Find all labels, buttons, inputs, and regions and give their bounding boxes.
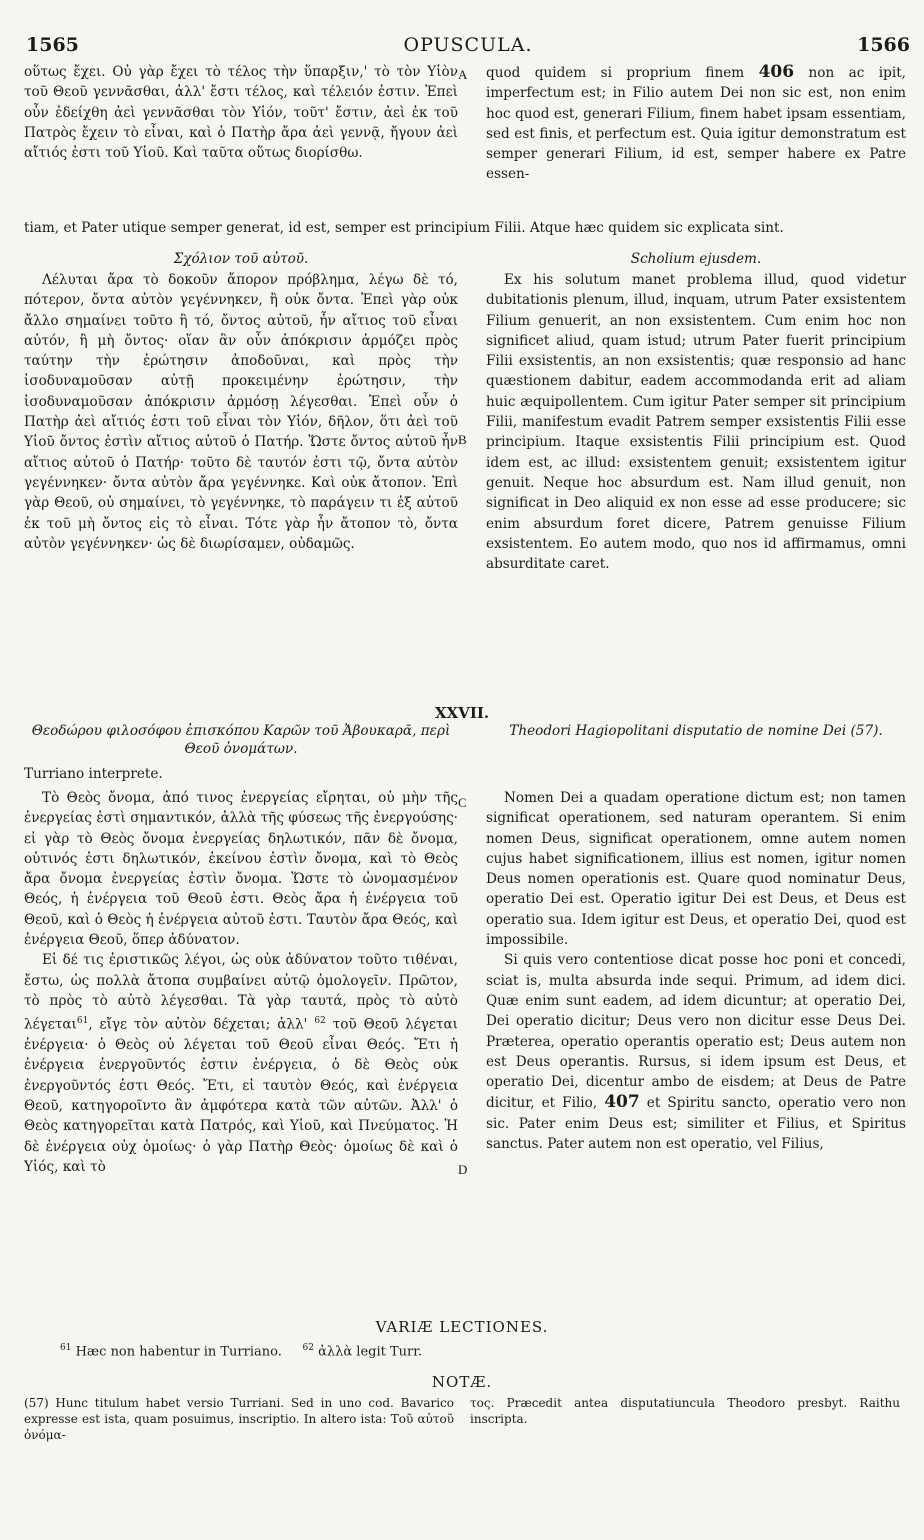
notae-left: (57) Hunc titulum habet versio Turriani. Sed in uno cod. Bavarico expresse est ista, quam posuimus, inscriptio. In altero ista: Τοῦ αὐτοῦ ὀνόμα- [24, 1396, 454, 1442]
section-number: XXVII. [434, 704, 490, 722]
variant-number-61: 61 [60, 1343, 72, 1353]
section-greek-p2 [24, 950, 458, 1177]
scholium-greek-title: Σχόλιον τοῦ αὐτοῦ. [173, 251, 309, 267]
latin-top-start: quod quidem si proprium finem [486, 65, 745, 81]
greek-p2-part3: τοῦ Θεοῦ λέγεται ἐνέργεια· ὁ Θεὸς οὐ λέγεται τοῦ Θεοῦ εἶναι Θεός. Ἔτι ἡ ἐνέργεια ἐνεργοῦντός ἐστιν ἐνέργεια, ὁ δὲ Θεὸς οὐκ ἐνεργοῦντός ἐστι Θεός. Ἔτι, εἰ ταυτὸν Θεός, καὶ ἐνέργεια Θεοῦ, κατηγοροῖντο ἂν ἀμφότερα κατὰ τῶν αὐτῶν. Ἀλλ' ὁ Θεὸς κατηγορεῖται κατὰ Πατρός, καὶ Υἱοῦ, καὶ Πνεύματος. Ἡ δὲ ἐνέργεια οὐχ ὁμοίως· ὁ γὰρ Πατὴρ Θεὸς· ὁμοίως δὲ καὶ ὁ Υἱός, καὶ τὸ [24, 1016, 458, 1175]
margin-marker-c: C [458, 795, 467, 810]
latin-top-rest: non ac ipit, imperfectum est; in Filio autem Dei non sic est, non enim hoc quod est, generari Filium, finem habet ipsam essentiam, sed est finis, et perfectum est. Quia igitur demonstratum est semper generari Filium, id est, semper habere ex Patre essen- [486, 65, 906, 183]
column-number-407: 407 [604, 1092, 640, 1113]
scholium-latin-title: Scholium ejusdem. [630, 251, 762, 267]
variant-text-61: Hæc non habentur in Turriano. [75, 1344, 282, 1360]
scholium-latin-text: Ex his solutum manet problema illud, quod videtur dubitationis plenum, illud, inquam, utrum Pater exsistentem Filium genuerit, an non exsistentem. Cum enim hoc non significet aliud, quam istud; utrum Pater fuerit principium Filii exsistentis, an non exsistentis; quæ responsio ad hanc quæstionem dabitur, eadem accommodanda erit ad aliam huic æquipollentem. Cum igitur Pater semper sit principium Filii, manifestum evadit Patrem semper exsistentis Filii esse principium. Itaque exsistentis Filii principium est. Quod idem est, ac illud: exsistentem genuit; exsistentem igitur genuit. Neque hoc absurdum est. Nam illud genuit, non significat in Deo aliquid ex non esse ad esse producere; sic enim absurdum foret dicere, Patrem genuisse Filium exsistentem. Eo autem modo, quo nos id affirmamus, omni absurditate caret. [486, 272, 906, 573]
scholium-greek-text: Λέλυται ἄρα τὸ δοκοῦν ἄπορον πρόβλημα, λέγω δὲ τό, πότερον, ὄντα αὐτὸν γεγέννηκεν, ἢ οὐκ ὄντα. Ἐπεὶ γὰρ οὐκ ἄλλο σημαίνει τοῦτο ἢ τό, ὄντος αὐτοῦ, ἦν αἴτιος τοῦ εἶναι αὐτόν, ἢ μὴ ὄντος· οἵαν ἂν οὖν ἀπόκρισιν ἁρμόζει πρὸς ταύτην τὴν ἐρώτησιν ἀποδοῦναι, καὶ πρὸς τὴν ἰσοδυναμοῦσαν αὐτῇ προκειμένην ἐρώτησιν, τὴν ἰσοδυναμοῦσαν ἀπόκρισιν ἁρμόσῃ λέγεσθαι. Ἐπεὶ οὖν ὁ Πατὴρ ἀεὶ αἴτιός ἐστι τοῦ εἶναι τὸν Υἱόν, δῆλον, ὅτι ἀεὶ τοῦ Υἱοῦ ὄντος ἐστὶν αἴτιος αὐτοῦ ὁ Πατήρ. Ὥστε ὄντος αὐτοῦ ἦν αἴτιος αὐτοῦ ὁ Πατήρ· τοῦτο δὲ ταυτόν ἐστι τῷ, ὄντα αὐτὸν γεγέννηκεν· ὄντα αὐτὸν ἄρα γεγέννηκε. Καὶ οὐκ ἄτοπον. Ἐπὶ γὰρ Θεοῦ, οὐ σημαίνει, τὸ γεγέννηκε, τὸ παράγειν τι ἐξ αὐτοῦ ἐκ τοῦ μὴ ὄντος εἰς τὸ εἶναι. Τότε γὰρ ἦν ἄτοπον τὸ, ὄντα αὐτὸν γεγέννηκεν· ὡς δὲ διωρίσαμεν, οὐδαμῶς. [24, 272, 458, 552]
section-greek-p1: Τὸ Θεὸς ὄνομα, ἀπό τινος ἐνεργείας εἴρηται, οὐ μὴν τῆς ἐνεργείας ἐστὶ σημαντικόν, ἀλλὰ τῆς φύσεως τῆς ἐνεργούσης· εἰ γὰρ τὸ Θεὸς ὄνομα ἐνεργείας δηλωτικόν, πᾶν δὲ ὄνομα, οὑτινός ἐστι δηλωτικόν, ἐκείνου ἐστὶν ὄνομα, καὶ τὸ Θεὸς ἄρα ὄνομα ἐνεργείας ἐστὶν ὄνομα. Ὥστε τὸ ὠνομασμένον Θεός, ἡ ἐνέργεια τοῦ Θεοῦ ἐστι. Θεὸς ἄρα ἡ ἐνέργεια τοῦ Θεοῦ, καὶ ὁ Θεὸς ἡ ἐνέργεια αὐτοῦ ἐστι. Ταυτὸν ἄρα Θεός, καὶ ἐνέργεια Θεοῦ, ὅπερ ἀδύνατον. [24, 790, 458, 949]
margin-marker-b: B [458, 432, 467, 447]
footnote-ref-62: 62 [314, 1016, 326, 1027]
section-latin-p2 [486, 950, 906, 1154]
running-header [26, 34, 910, 60]
latin-column-top [486, 62, 906, 185]
variant-number-62: 62 [302, 1343, 314, 1353]
notae-right: τος. Præcedit antea disputatiuncula Theodoro presbyt. Raithu inscripta. [470, 1396, 900, 1426]
latin-p2-part2: et Spiritu sancto, operatio vero non sic. Pater enim Deus est; similiter et Filius, et Spiritus sanctus. Pater autem non est operatio, vel Filius, [486, 1095, 907, 1153]
scholium-greek [24, 270, 458, 554]
margin-marker-d: D [458, 1162, 468, 1177]
greek-column-top [24, 62, 458, 163]
right-page-number: 1566 [857, 34, 910, 56]
section-latin-column [486, 788, 906, 1154]
greek-p2-part1: Εἰ δέ τις ἐριστικῶς λέγοι, ὡς οὐκ ἀδύνατον τοῦτο τιθέναι, ἔστω, ὡς πολλὰ ἄτοπα συμβαίνει αὐτῷ ὁμολογεῖν. Πρῶτον, τὸ πρὸς τὸ αὐτὸ λέγεσθαι. Τὰ γὰρ ταυτά, πρὸς τὸ αὐτὸ λέγεται [24, 952, 458, 1033]
section-greek-title: Θεοδώρου φιλοσόφου ἐπισκόπου Καρῶν τοῦ Ἀβουκαρᾶ, περὶ Θεοῦ ὀνομάτων. [31, 723, 451, 757]
column-number-406: 406 [758, 62, 795, 82]
latin-top-text [486, 62, 906, 185]
section-latin-title: Theodori Hagiopolitani disputatio de nomine Dei (57). [509, 723, 883, 739]
left-page-number: 1565 [26, 34, 79, 56]
section-greek-column [24, 788, 458, 1177]
latin-p2-part1: Si quis vero contentiose dicat posse hoc poni et concedi, sciat is, multa absurda inde sequi. Primum, ad idem dici. Quæ enim sunt eadem, ad idem dicuntur; at operatio Dei, Dei operatio dicitur; Deus vero non dicitur esse Deus Dei. Præterea, operatio operantis operatio est; Deus autem non est Deus operantis. Rursus, si idem ipsum est Deus, et operatio Dei, dicentur ambo de eisdem; at Deus de Patre dicitur, et Filio, [486, 952, 906, 1112]
variant-text-62: ἀλλὰ legit Turr. [318, 1344, 423, 1360]
running-title: OPUSCULA. [403, 34, 533, 56]
footnote-ref-61: 61 [76, 1016, 89, 1027]
margin-marker-a: A [458, 67, 468, 82]
variae-lectiones-list [60, 1340, 422, 1360]
section-latin-p1: Nomen Dei a quadam operatione dictum est; non tamen significat operationem, sed naturam operantem. Si enim nomen Deus, significat operationem, omne autem nomen cujus habet significationem, illius est nomen, igitur nomen Deus nomen operationis est. Quare quod nominatur Deus, operatio Dei est. Operatio igitur Dei est Deus, et Deus est operatio sua. Idem igitur est Deus, et operatio Dei, quod est impossibile. [486, 790, 906, 949]
greek-p2-part2: , εἴγε τὸν αὐτὸν δέχεται; ἀλλ' [88, 1016, 308, 1033]
variae-lectiones-title: VARIÆ LECTIONES. [375, 1318, 549, 1336]
latin-continuation [24, 204, 906, 251]
notae-title: NOTÆ. [431, 1373, 493, 1391]
interpreter-line: Turriano interprete. [24, 766, 163, 782]
greek-top-text: οὕτως ἔχει. Οὐ γὰρ ἔχει τὸ τέλος τὴν ὕπαρξιν,' τὸ τὸν Υἱὸν τοῦ Θεοῦ γεννᾶσθαι, ἀλλ' ἔστι τέλος, καὶ τέλειόν ἐστιν. Ἐπεὶ οὖν ἐδείχθη ἀεὶ γεννᾶσθαι τὸν Υἱόν, τοῦτ' ἔστιν, ἀεὶ ἐκ τοῦ Πατρὸς ἔχειν τὸ εἶναι, καὶ ὁ Πατὴρ ἄρα ἀεὶ γεννᾷ, ἤγουν ἀεὶ αἴτιός ἐστι τοῦ Υἱοῦ. Καὶ ταῦτα οὕτως διορίσθω. [24, 64, 458, 162]
latin-continuation-text: tiam, et Pater utique semper generat, id est, semper est principium Filii. Atque hæc quidem sic explicata sint. [24, 219, 784, 236]
scholium-latin [486, 270, 906, 574]
